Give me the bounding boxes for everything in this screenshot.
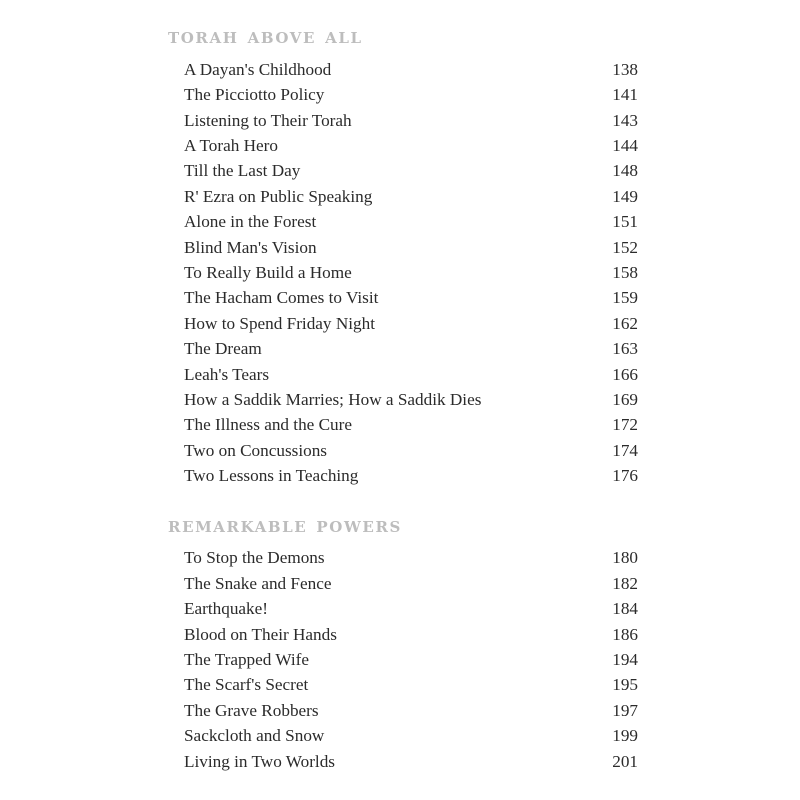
section-heading: torah above all <box>168 24 363 49</box>
toc-entry-page-number: 195 <box>612 675 638 695</box>
toc-entry[interactable] <box>184 672 638 697</box>
toc-entry-title: Blind Man's Vision <box>184 237 317 257</box>
toc-entry-title: The Picciotto Policy <box>184 85 325 105</box>
toc-section <box>168 24 638 489</box>
toc-entry[interactable] <box>184 336 638 361</box>
toc-entry[interactable] <box>184 545 638 570</box>
toc-entry-title: The Trapped Wife <box>184 649 310 669</box>
toc-entry[interactable] <box>184 412 638 437</box>
toc-entry[interactable] <box>184 108 638 133</box>
toc-entry-title: To Really Build a Home <box>184 263 352 282</box>
toc-entry-title: The Illness and the Cure <box>184 415 353 435</box>
toc-entry-page-number: 169 <box>612 389 638 409</box>
toc-entry-title: Earthquake! <box>184 599 268 619</box>
toc-entry-page-number: 149 <box>612 186 638 206</box>
toc-entry-title: Two on Concussions <box>184 440 327 460</box>
toc-entry-page-number: 194 <box>612 649 638 669</box>
toc-entry[interactable] <box>184 158 638 183</box>
toc-entry-page-number: 144 <box>612 136 638 156</box>
toc-entry-title: The Hacham Comes to Visit <box>184 288 379 308</box>
toc-entry-page-number: 186 <box>612 624 638 644</box>
toc-entry-title: R' Ezra on Public Speaking <box>184 186 373 206</box>
toc-entry-page-number: 180 <box>612 548 638 568</box>
toc-entry[interactable] <box>184 723 638 748</box>
table-of-contents <box>168 24 638 774</box>
toc-entry-page-number: 176 <box>612 466 638 486</box>
toc-entry[interactable] <box>184 184 638 209</box>
toc-entry-page-number: 152 <box>612 237 638 257</box>
toc-entry-list <box>184 545 638 774</box>
toc-entry-page-number: 138 <box>612 59 638 79</box>
toc-entry[interactable] <box>184 311 638 336</box>
toc-entry-title: The Grave Robbers <box>184 700 319 720</box>
toc-entry[interactable] <box>184 133 638 158</box>
toc-entry-title: To Stop the Demons <box>184 548 325 568</box>
toc-entry-page-number: 201 <box>612 751 638 771</box>
toc-entry-title: Sackcloth and Snow <box>184 726 325 746</box>
toc-entry-page-number: 182 <box>612 573 638 593</box>
toc-entry-title: Living in Two Worlds <box>184 751 335 771</box>
toc-entry[interactable] <box>184 82 638 107</box>
toc-entry-title: The Dream <box>184 339 262 359</box>
toc-section <box>168 513 638 774</box>
toc-entry[interactable] <box>184 647 638 672</box>
toc-entry-title: Till the Last Day <box>184 161 301 181</box>
toc-entry[interactable] <box>184 260 638 285</box>
toc-entry-page-number: 141 <box>612 85 638 105</box>
toc-entry[interactable] <box>184 209 638 234</box>
toc-entry[interactable] <box>184 285 638 310</box>
toc-entry[interactable] <box>184 438 638 463</box>
toc-entry-title: How a Saddik Marries; How a Saddik Dies <box>184 389 482 409</box>
toc-entry-title: Listening to Their Torah <box>184 110 352 130</box>
toc-entry-title: Alone in the Forest <box>184 212 317 232</box>
toc-entry-page-number: 166 <box>612 364 638 384</box>
toc-entry-title: Leah's Tears <box>184 364 270 384</box>
toc-entry-title: Blood on Their Hands <box>184 624 337 644</box>
toc-entry-page-number: 148 <box>612 161 638 181</box>
toc-entry[interactable] <box>184 698 638 723</box>
toc-entry[interactable] <box>184 749 638 774</box>
toc-entry-title: The Scarf's Secret <box>184 675 309 695</box>
toc-entry-page-number: 162 <box>612 313 638 333</box>
toc-entry[interactable] <box>184 571 638 596</box>
toc-entry-page-number: 197 <box>612 700 638 720</box>
toc-entry-title: How to Spend Friday Night <box>184 313 375 333</box>
toc-entry-title: A Torah Hero <box>184 136 278 156</box>
toc-entry[interactable] <box>184 463 638 488</box>
toc-entry-page-number: 159 <box>612 288 638 308</box>
toc-entry-title: Two Lessons in Teaching <box>184 466 359 486</box>
toc-entry-page-number: 184 <box>612 599 638 619</box>
toc-entry-page-number: 151 <box>612 212 638 232</box>
toc-entry[interactable] <box>184 57 638 82</box>
toc-entry-page-number: 158 <box>612 263 638 282</box>
toc-entry[interactable] <box>184 235 638 260</box>
toc-entry[interactable] <box>184 387 638 412</box>
toc-entry-title: A Dayan's Childhood <box>184 59 332 79</box>
toc-entry-page-number: 174 <box>612 440 638 460</box>
toc-entry-page-number: 163 <box>612 339 638 359</box>
toc-entry[interactable] <box>184 622 638 647</box>
toc-entry[interactable] <box>184 362 638 387</box>
toc-entry-page-number: 143 <box>612 110 638 130</box>
toc-entry-page-number: 172 <box>612 415 638 435</box>
toc-entry-title: The Snake and Fence <box>184 573 332 593</box>
toc-entry-page-number: 199 <box>612 726 638 746</box>
toc-entry-list <box>184 57 638 489</box>
section-heading: remarkable powers <box>168 512 402 538</box>
toc-entry[interactable] <box>184 596 638 621</box>
